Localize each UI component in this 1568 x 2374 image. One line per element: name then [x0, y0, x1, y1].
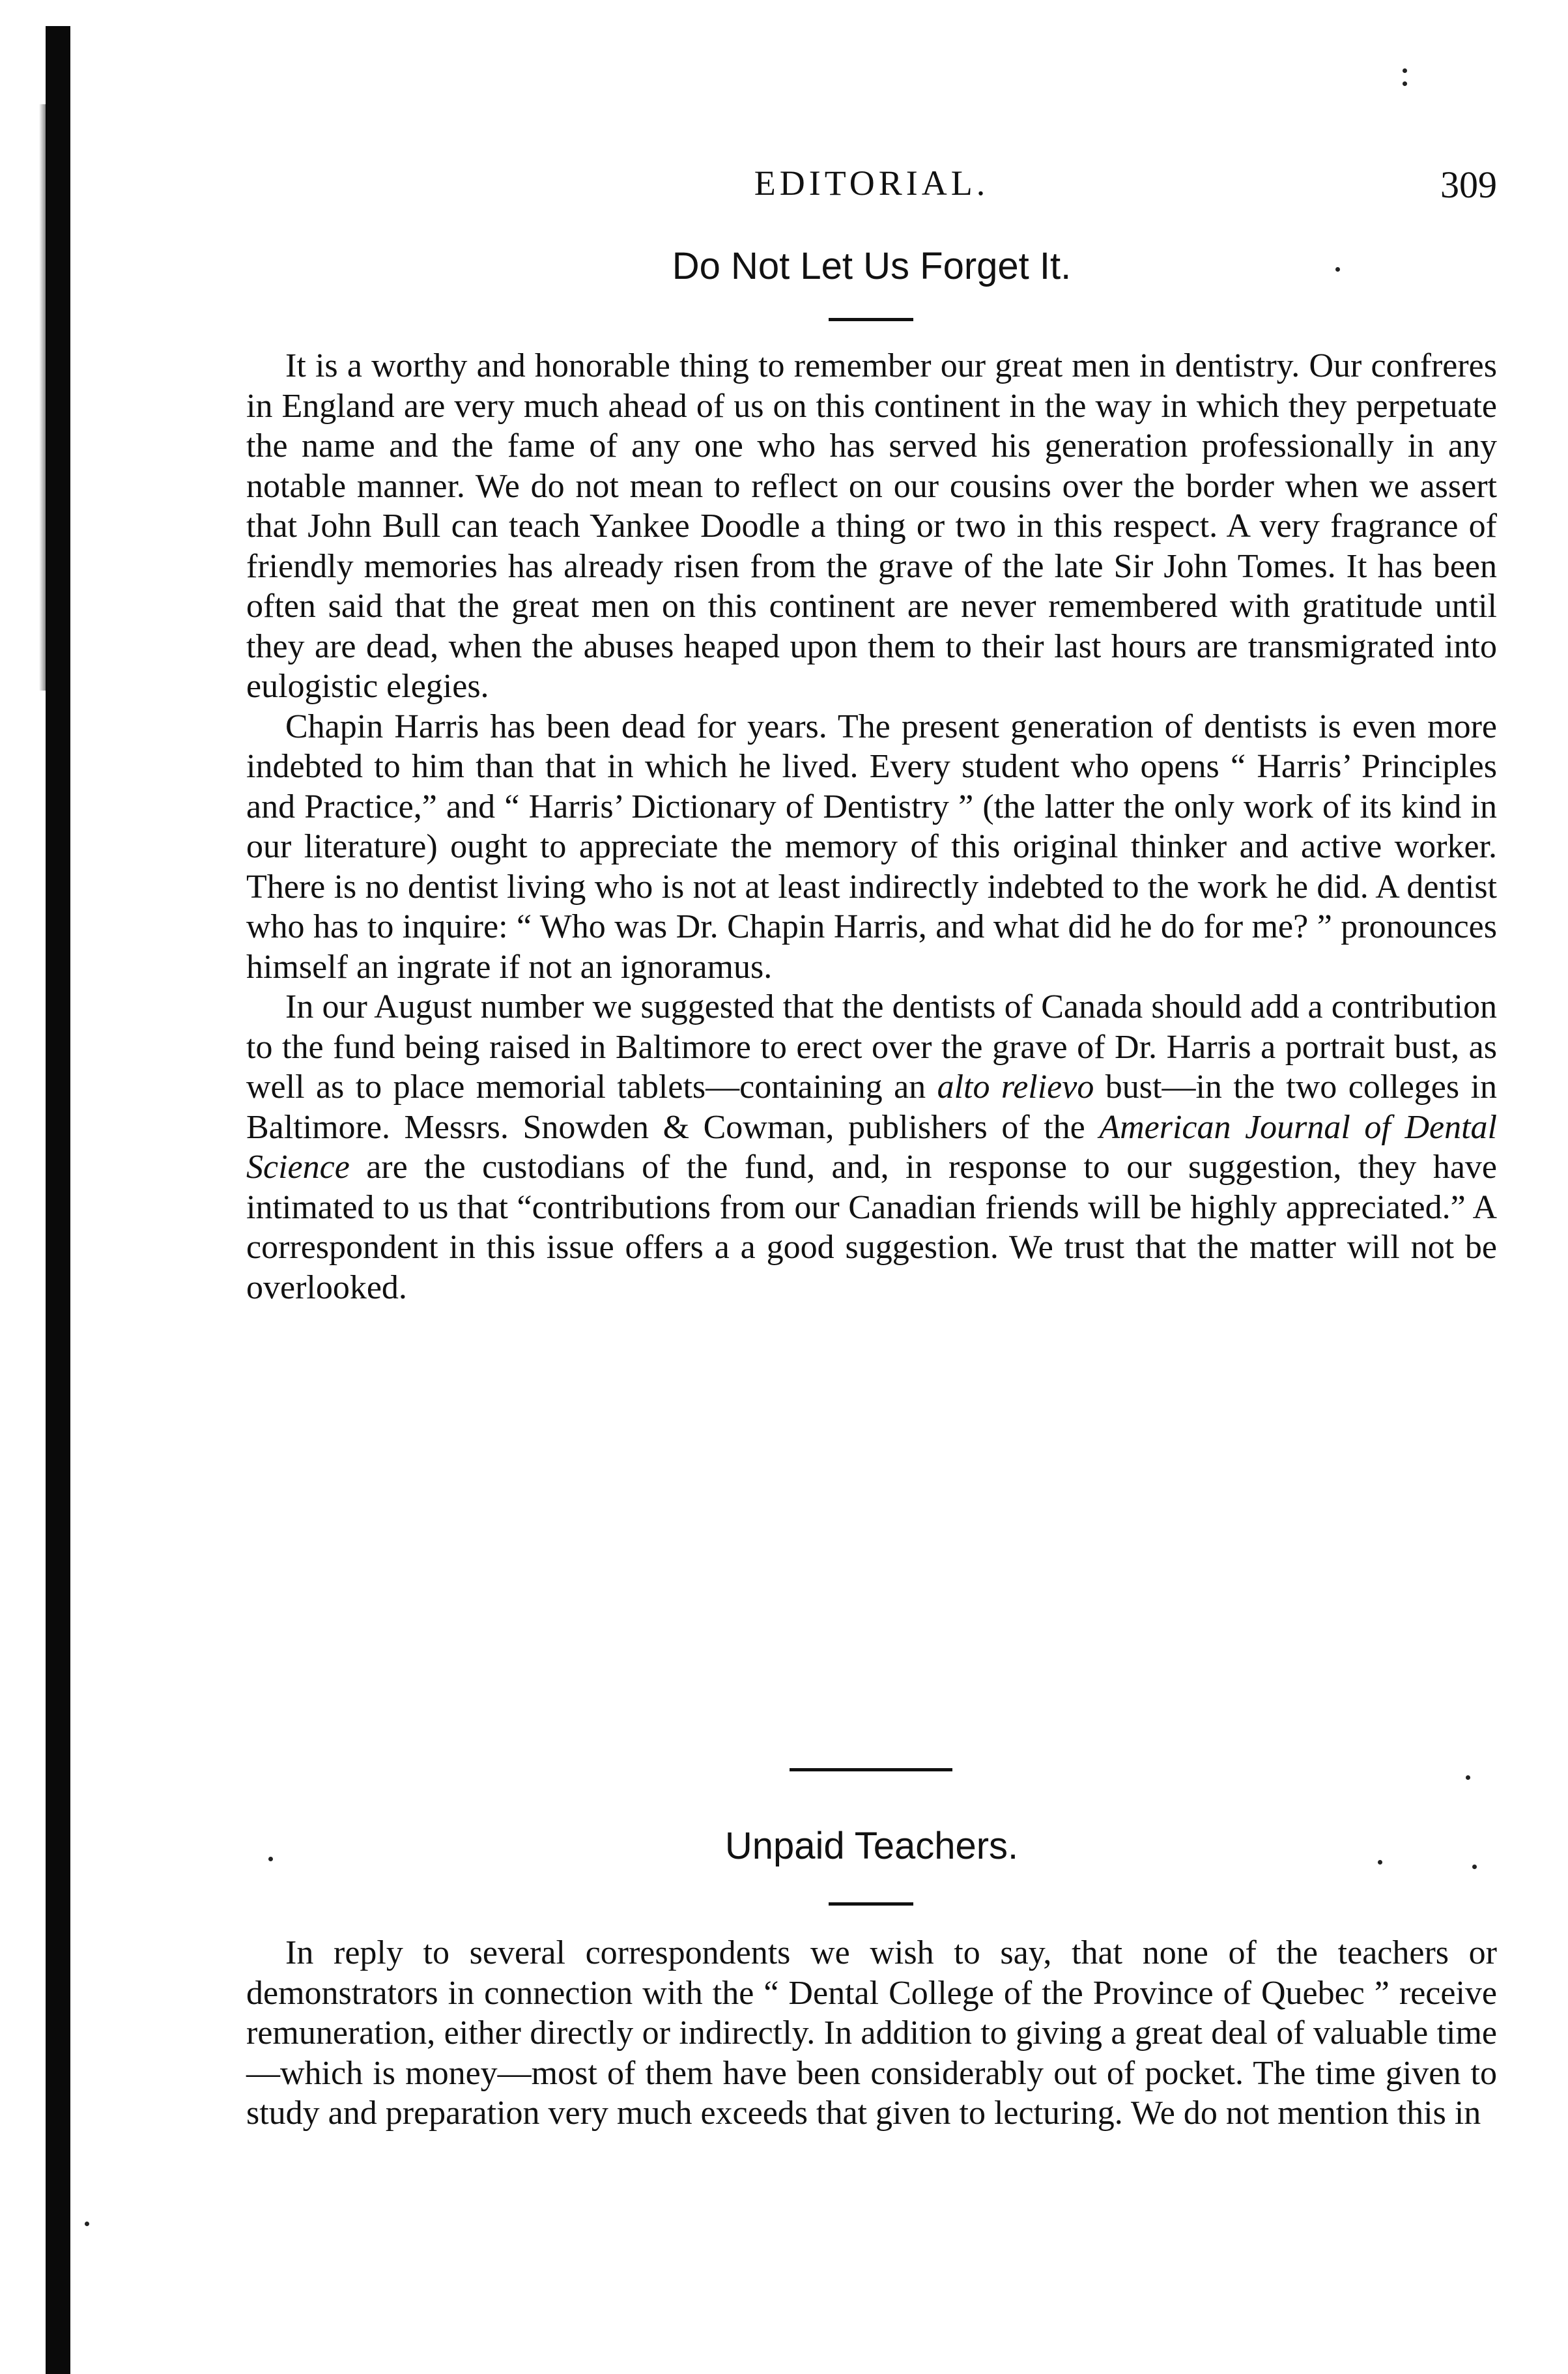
page-binding-edge	[46, 26, 70, 2374]
article-body-unpaid-teachers	[246, 1933, 1497, 2134]
section-divider-rule	[790, 1768, 952, 1771]
print-speck	[1472, 1865, 1477, 1869]
italic-alto-relievo: alto relievo	[937, 1068, 1094, 1106]
heading-rule	[829, 318, 913, 321]
paragraph-august-number	[246, 987, 1497, 1308]
running-head	[246, 163, 1497, 208]
paragraph-chapin-harris: Chapin Harris has been dead for years. The present generation of dentists is even more indebted to him than that in which he lived. Every student who opens “ Harris’ Principles and Practice,” and “ Harris’ Dictionary of Dentistry ” (the latter the only work of its kind in our literature) ought to appreciate the memory of this original thinker and active worker. There is no dentist living who is not at least indirectly indebted to the work he did. A dentist who has to inquire: “ Who was Dr. Chapin Harris, and what did he do for me? ” pronounces himself an ingrate if not an ignoramus.	[246, 708, 1497, 986]
print-speck	[85, 2222, 89, 2226]
print-speck	[1403, 81, 1407, 86]
paragraph-text: In our August number we suggested that the dentists of Canada should add a contribution to the fund being raised in Baltimore to erect over the grave of Dr. Harris a portrait bust, as well as to place memorial tablets—containing an	[246, 988, 1497, 1106]
print-speck	[1335, 267, 1340, 272]
article-heading-unpaid-teachers: Unpaid Teachers.	[724, 1825, 1019, 1867]
paragraph-text: are the custodians of the fund, and, in response to our suggestion, they have intimated to us that “contributions from our Canadian friends will be highly appreciated.” A correspondent in this issue offers a a good suggestion. We trust that the matter will not be overlooked.	[246, 1149, 1497, 1306]
article-body-do-not-let-us-forget-it	[246, 346, 1497, 1308]
print-speck	[268, 1857, 273, 1861]
article-heading-do-not-let-us-forget-it: Do Not Let Us Forget It.	[672, 245, 1072, 287]
page-number: 309	[1440, 164, 1497, 206]
paragraph-unpaid-teachers: In reply to several correspondents we wish to say, that none of the teachers or demonstrators in connection with the “ Dental College of the Province of Quebec ” receive remuneration, either directly or indirectly. In addition to giving a great deal of valuable time—which is money—most of them have been considerably out of pocket. The time given to study and preparation very much exceeds that given to lecturing. We do not mention this in	[246, 1934, 1497, 2132]
paragraph-great-men: It is a worthy and honorable thing to remember our great men in dentistry. Our confreres in England are very much ahead of us on this continent in the way in which they perpetuate the name and the fame of any one who has served his generation professionally in any notable manner. We do not mean to reflect on our cousins over the border when we assert that John Bull can teach Yankee Doodle a thing or two in this respect. A very fragrance of friendly memories has already risen from the grave of the late Sir John Tomes. It has been often said that the great men on this continent are never remembered with gratitude until they are dead, when the abuses heaped upon them to their last hours are transmigrated into eulogistic elegies.	[246, 347, 1497, 705]
running-title: EDITORIAL.	[754, 164, 990, 203]
print-speck	[1466, 1775, 1470, 1780]
italic-journal-title: American Journal of Dental Science	[246, 1108, 1497, 1186]
heading-rule	[829, 1902, 913, 1906]
print-speck	[1378, 1860, 1382, 1865]
print-speck	[1403, 68, 1407, 73]
paragraph-text: bust—in the two colleges in Baltimore. Messrs. Snowden & Cowman, publishers of the	[246, 1068, 1497, 1146]
